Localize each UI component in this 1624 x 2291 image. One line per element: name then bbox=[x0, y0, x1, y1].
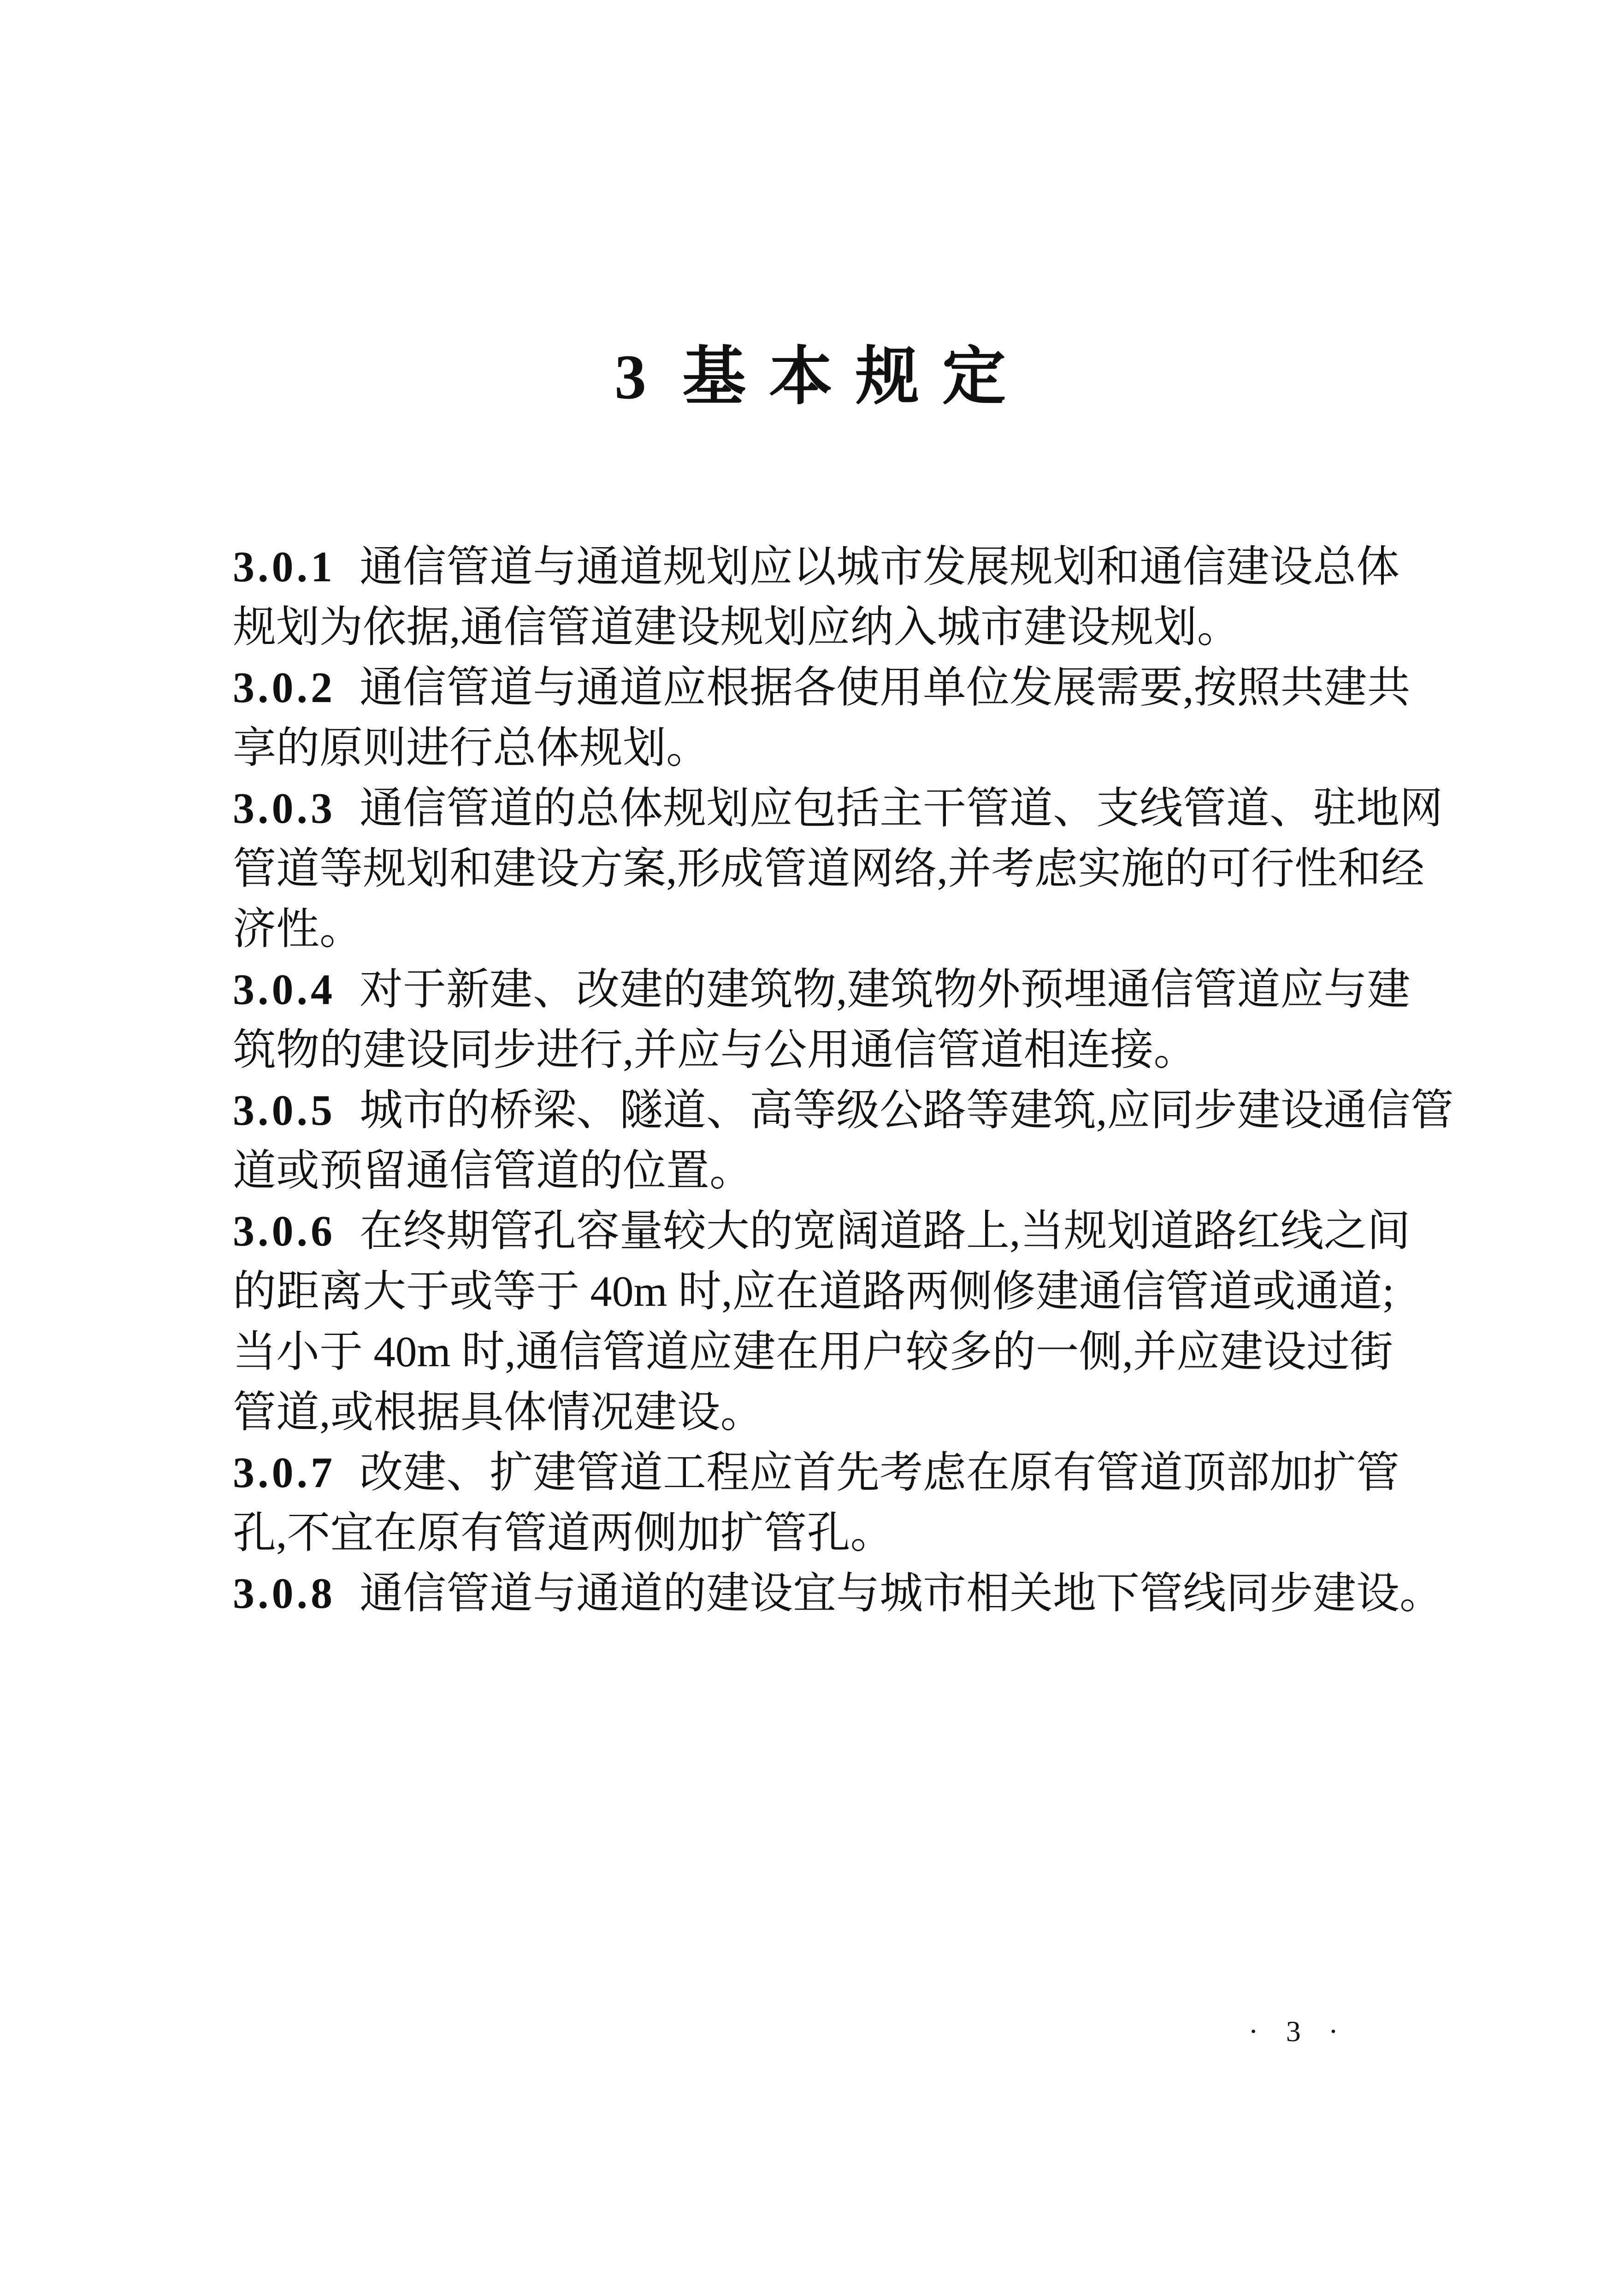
clause-text: 济性。 bbox=[233, 905, 363, 953]
clauses-container bbox=[233, 537, 1454, 1624]
clause-text: 通信管道的总体规划应包括主干管道、支线管道、驻地网 bbox=[360, 785, 1443, 833]
clause-text: 通信管道与通道的建设宜与城市相关地下管线同步建设。 bbox=[360, 1570, 1443, 1618]
clause-number: 3.0.6 bbox=[233, 1207, 336, 1255]
clause-text: 管道等规划和建设方案,形成管道网络,并考虑实施的可行性和经 bbox=[233, 845, 1425, 893]
clause-number: 3.0.7 bbox=[233, 1449, 336, 1497]
clause-number: 3.0.3 bbox=[233, 785, 336, 833]
clause-text: 管道,或根据具体情况建设。 bbox=[233, 1388, 764, 1436]
clause-line bbox=[233, 1503, 1388, 1564]
clause-number: 3.0.1 bbox=[233, 543, 336, 591]
chapter-title-text: 基本规定 bbox=[682, 342, 1029, 412]
clause-line bbox=[233, 1262, 1394, 1322]
clause-line bbox=[233, 718, 1388, 779]
clause-line bbox=[233, 658, 1411, 718]
clause-line bbox=[233, 899, 1388, 960]
clause-text: 享的原则进行总体规划。 bbox=[233, 724, 710, 772]
page-number: · 3 · bbox=[1248, 2015, 1348, 2048]
clause-text: 的距离大于或等于 40m 时,应在道路两侧修建通信管道或通道; bbox=[233, 1268, 1394, 1316]
clause-text: 筑物的建设同步进行,并应与公用通信管道相连接。 bbox=[233, 1026, 1197, 1074]
clause-text: 通信管道与通道应根据各使用单位发展需要,按照共建共 bbox=[360, 664, 1411, 712]
clause-text: 孔,不宜在原有管道两侧加扩管孔。 bbox=[233, 1509, 894, 1557]
clause-line bbox=[233, 597, 1388, 658]
clause-line bbox=[233, 779, 1443, 839]
clause-text: 城市的桥梁、隧道、高等级公路等建筑,应同步建设通信管 bbox=[360, 1086, 1454, 1134]
chapter-title bbox=[233, 340, 1388, 414]
clause-text: 对于新建、改建的建筑物,建筑物外预埋通信管道应与建 bbox=[360, 966, 1411, 1014]
clause-line bbox=[233, 1201, 1411, 1262]
clause-line bbox=[233, 839, 1425, 899]
clause-line bbox=[233, 960, 1411, 1020]
clause-number: 3.0.4 bbox=[233, 966, 336, 1014]
clause-line bbox=[233, 1322, 1394, 1382]
clause-line bbox=[233, 1382, 1388, 1443]
clause-text: 当小于 40m 时,通信管道应建在用户较多的一侧,并应建设过街 bbox=[233, 1328, 1394, 1376]
clause-line bbox=[233, 1443, 1400, 1503]
clause-text: 道或预留通信管道的位置。 bbox=[233, 1147, 753, 1195]
clause-line bbox=[233, 1020, 1388, 1081]
clause-line bbox=[233, 1564, 1443, 1624]
clause-line bbox=[233, 1081, 1454, 1141]
clause-line bbox=[233, 537, 1400, 597]
clause-number: 3.0.2 bbox=[233, 664, 336, 712]
clause-text: 规划为依据,通信管道建设规划应纳入城市建设规划。 bbox=[233, 603, 1240, 651]
clause-number: 3.0.8 bbox=[233, 1570, 336, 1618]
clause-text: 通信管道与通道规划应以城市发展规划和通信建设总体 bbox=[360, 543, 1400, 591]
chapter-number: 3 bbox=[614, 342, 646, 412]
clause-number: 3.0.5 bbox=[233, 1086, 336, 1134]
clause-line bbox=[233, 1141, 1388, 1201]
clause-text: 改建、扩建管道工程应首先考虑在原有管道顶部加扩管 bbox=[360, 1449, 1400, 1497]
page-footer bbox=[1248, 2015, 1348, 2048]
clause-text: 在终期管孔容量较大的宽阔道路上,当规划道路红线之间 bbox=[360, 1207, 1411, 1255]
